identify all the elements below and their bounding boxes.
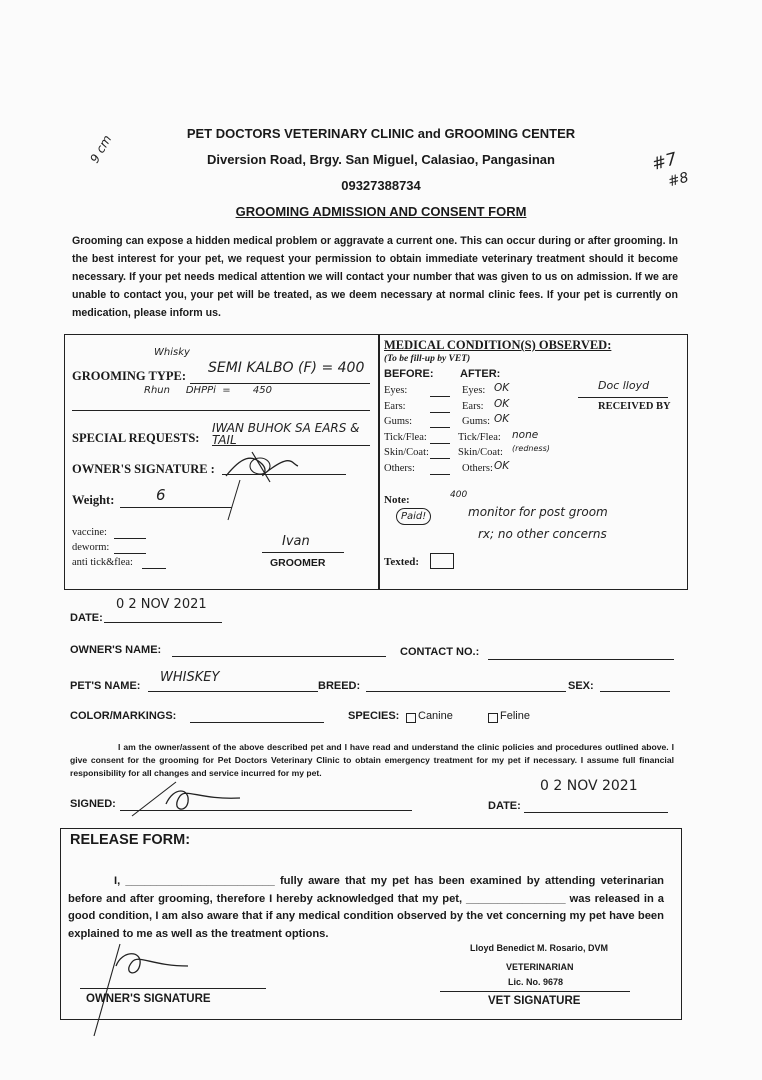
release-owner-signature: [92, 940, 212, 1040]
owner-sig-line: [80, 988, 266, 989]
feline-checkbox[interactable]: [488, 713, 498, 723]
form-title: GROOMING ADMISSION AND CONSENT FORM: [235, 204, 527, 219]
tick-line: [142, 568, 166, 569]
after-row-value[interactable]: none: [512, 428, 539, 441]
consent-date-line: [524, 812, 668, 813]
after-row-value[interactable]: OK: [494, 459, 510, 472]
canine-checkbox[interactable]: [406, 713, 416, 723]
date-line: [104, 622, 222, 623]
owner-name-label: OWNER'S NAME:: [70, 644, 162, 656]
before-row-line[interactable]: [430, 412, 450, 413]
grooming-note-top: Whisky: [154, 347, 190, 358]
grooming-extra-line: [72, 410, 370, 411]
deworm-line: [114, 553, 146, 554]
color-line: [190, 722, 324, 723]
after-row-value[interactable]: OK: [494, 382, 510, 394]
stamp-lic: Lic. No. 9678: [508, 977, 564, 987]
texted-label: Texted:: [384, 556, 420, 568]
sex-label: SEX:: [568, 680, 594, 692]
vet-sig-line: [440, 991, 630, 992]
release-text: I, ________________________ fully aware that my pet has been examined by attending veterinarian before and after grooming, therefore I hereby acknowledged that my pet, ________________ was released in a good condition, I am also aware that if any medical condition observed by the vet concerning my pet have been explained to me as well as the treatment options.: [68, 875, 664, 940]
after-row-label: Skin/Coat:: [458, 447, 503, 458]
groomer-label: GROOMER: [270, 557, 326, 569]
received-by-label: RECEIVED BY: [598, 401, 671, 412]
clinic-address: Diversion Road, Brgy. San Miguel, Calasiao, Pangasinan: [207, 152, 555, 167]
vaccine-line: [114, 538, 146, 539]
before-row-label: Ears:: [384, 400, 406, 412]
after-row-label: Gums:: [462, 416, 491, 427]
grooming-line2: Rhun DHPPi = 450: [144, 385, 272, 396]
species-label: SPECIES:: [348, 710, 400, 722]
before-row-line[interactable]: [430, 474, 450, 475]
before-row-label: Gums:: [384, 416, 413, 427]
before-label: BEFORE:: [384, 368, 434, 380]
after-row-value[interactable]: (redness): [512, 444, 550, 453]
vaccine-label: vaccine:: [72, 527, 107, 538]
contact-line: [488, 659, 674, 660]
before-row-label: Others:: [384, 462, 415, 474]
owner-sig-label: OWNER'S SIGNATURE: [86, 993, 211, 1005]
medical-title: MEDICAL CONDITION(S) OBSERVED:: [384, 338, 612, 352]
weight-slash: [226, 478, 242, 522]
note-label: Note:: [384, 494, 410, 506]
before-row-label: Eyes:: [384, 385, 408, 396]
clinic-phone: 09327388734: [341, 178, 421, 193]
breed-line: [366, 691, 566, 692]
stamp-name: Lloyd Benedict M. Rosario, DVM: [470, 943, 609, 953]
margin-note-right-bottom: #8: [666, 169, 691, 191]
after-row-label: Others:: [462, 462, 493, 474]
consent-text: I am the owner/assent of the above described pet and I have read and understand the clinic policies and procedures outlined above. I give consent for the grooming for Pet Doctors Veterinary Clinic to obtain emergency treatment for my pet if necessary. I assume full financial responsibility for all changes and service incurred for my pet.: [70, 742, 674, 778]
color-label: COLOR/MARKINGS:: [70, 710, 177, 722]
consent-date-value[interactable]: 0 2 NOV 2021: [540, 778, 638, 794]
margin-note-right-top: #7: [649, 149, 680, 175]
pet-name-line: [148, 691, 318, 692]
note-line1: monitor for post groom: [468, 505, 608, 519]
sex-line: [600, 691, 670, 692]
signed-label: SIGNED:: [70, 798, 116, 810]
before-row-line[interactable]: [430, 458, 450, 459]
contact-label: CONTACT NO.:: [400, 646, 480, 658]
before-row-line[interactable]: [430, 443, 450, 444]
canine-label: Canine: [418, 710, 453, 722]
special-requests-label: SPECIAL REQUESTS:: [72, 431, 200, 445]
stamp-title: VETERINARIAN: [506, 962, 574, 972]
before-row-label: Tick/Flea:: [384, 431, 427, 443]
grooming-type-label: GROOMING TYPE:: [72, 369, 187, 383]
consent-signature-scribble: [130, 780, 250, 820]
grooming-type-line: [190, 383, 370, 384]
intro-paragraph: Grooming can expose a hidden medical problem or aggravate a current one. This can occur during or after grooming. In the best interest for your pet, we request your permission to obtain immediate veterinary treatment should it become necessary. If your pet needs medical attention we will contact your number that was given to us on admission. If we are unable to contact you, your pet will be treated, as we deem necessary at normal clinic fees. If your pet is currently on medication, please inform us.: [72, 235, 678, 319]
received-by-value: Doc lloyd: [598, 379, 650, 392]
after-row-value[interactable]: OK: [494, 413, 510, 425]
groomer-name: Ivan: [282, 534, 310, 549]
after-row-label: Eyes:: [462, 385, 486, 396]
grooming-type-value[interactable]: SEMI KALBO (F) = 400: [208, 360, 365, 376]
consent-date-label: DATE:: [488, 800, 521, 812]
groomer-line: [262, 552, 344, 553]
tick-label: anti tick&flea:: [72, 557, 133, 568]
owner-name-line: [172, 656, 386, 657]
after-row-label: Tick/Flea:: [458, 431, 501, 443]
before-row-label: Skin/Coat:: [384, 447, 429, 458]
release-title: RELEASE FORM:: [70, 832, 191, 848]
pet-name-value[interactable]: WHISKEY: [160, 670, 220, 685]
received-by-line: [578, 397, 668, 398]
weight-value[interactable]: 6: [156, 486, 166, 504]
after-row-value[interactable]: OK: [494, 397, 510, 410]
date-label: DATE:: [70, 612, 103, 624]
texted-checkbox[interactable]: [430, 553, 454, 569]
weight-line: [120, 507, 232, 508]
special-requests-value[interactable]: IWAN BUHOK SA EARS & TAIL: [212, 421, 360, 447]
vet-sig-label: VET SIGNATURE: [488, 995, 581, 1007]
before-row-line[interactable]: [430, 396, 450, 397]
note-line2: rx; no other concerns: [478, 527, 607, 541]
medical-subtitle: (To be fill-up by VET): [384, 354, 471, 364]
before-row-line[interactable]: [430, 427, 450, 428]
feline-label: Feline: [500, 710, 530, 722]
margin-note-left: 9 cm: [87, 132, 115, 166]
after-label: AFTER:: [460, 368, 501, 380]
deworm-label: deworm:: [72, 542, 110, 553]
clinic-name: PET DOCTORS VETERINARY CLINIC and GROOMING CENTER: [186, 126, 576, 141]
after-row-label: Ears:: [462, 400, 484, 412]
date-value[interactable]: 0 2 NOV 2021: [116, 597, 207, 612]
breed-label: BREED:: [318, 680, 361, 692]
pet-name-label: PET'S NAME:: [70, 680, 141, 692]
note-amount: 400: [450, 490, 468, 500]
owner-signature-label: OWNER'S SIGNATURE :: [72, 462, 215, 476]
weight-label: Weight:: [72, 493, 115, 507]
note-paid: Paid!: [396, 508, 431, 525]
